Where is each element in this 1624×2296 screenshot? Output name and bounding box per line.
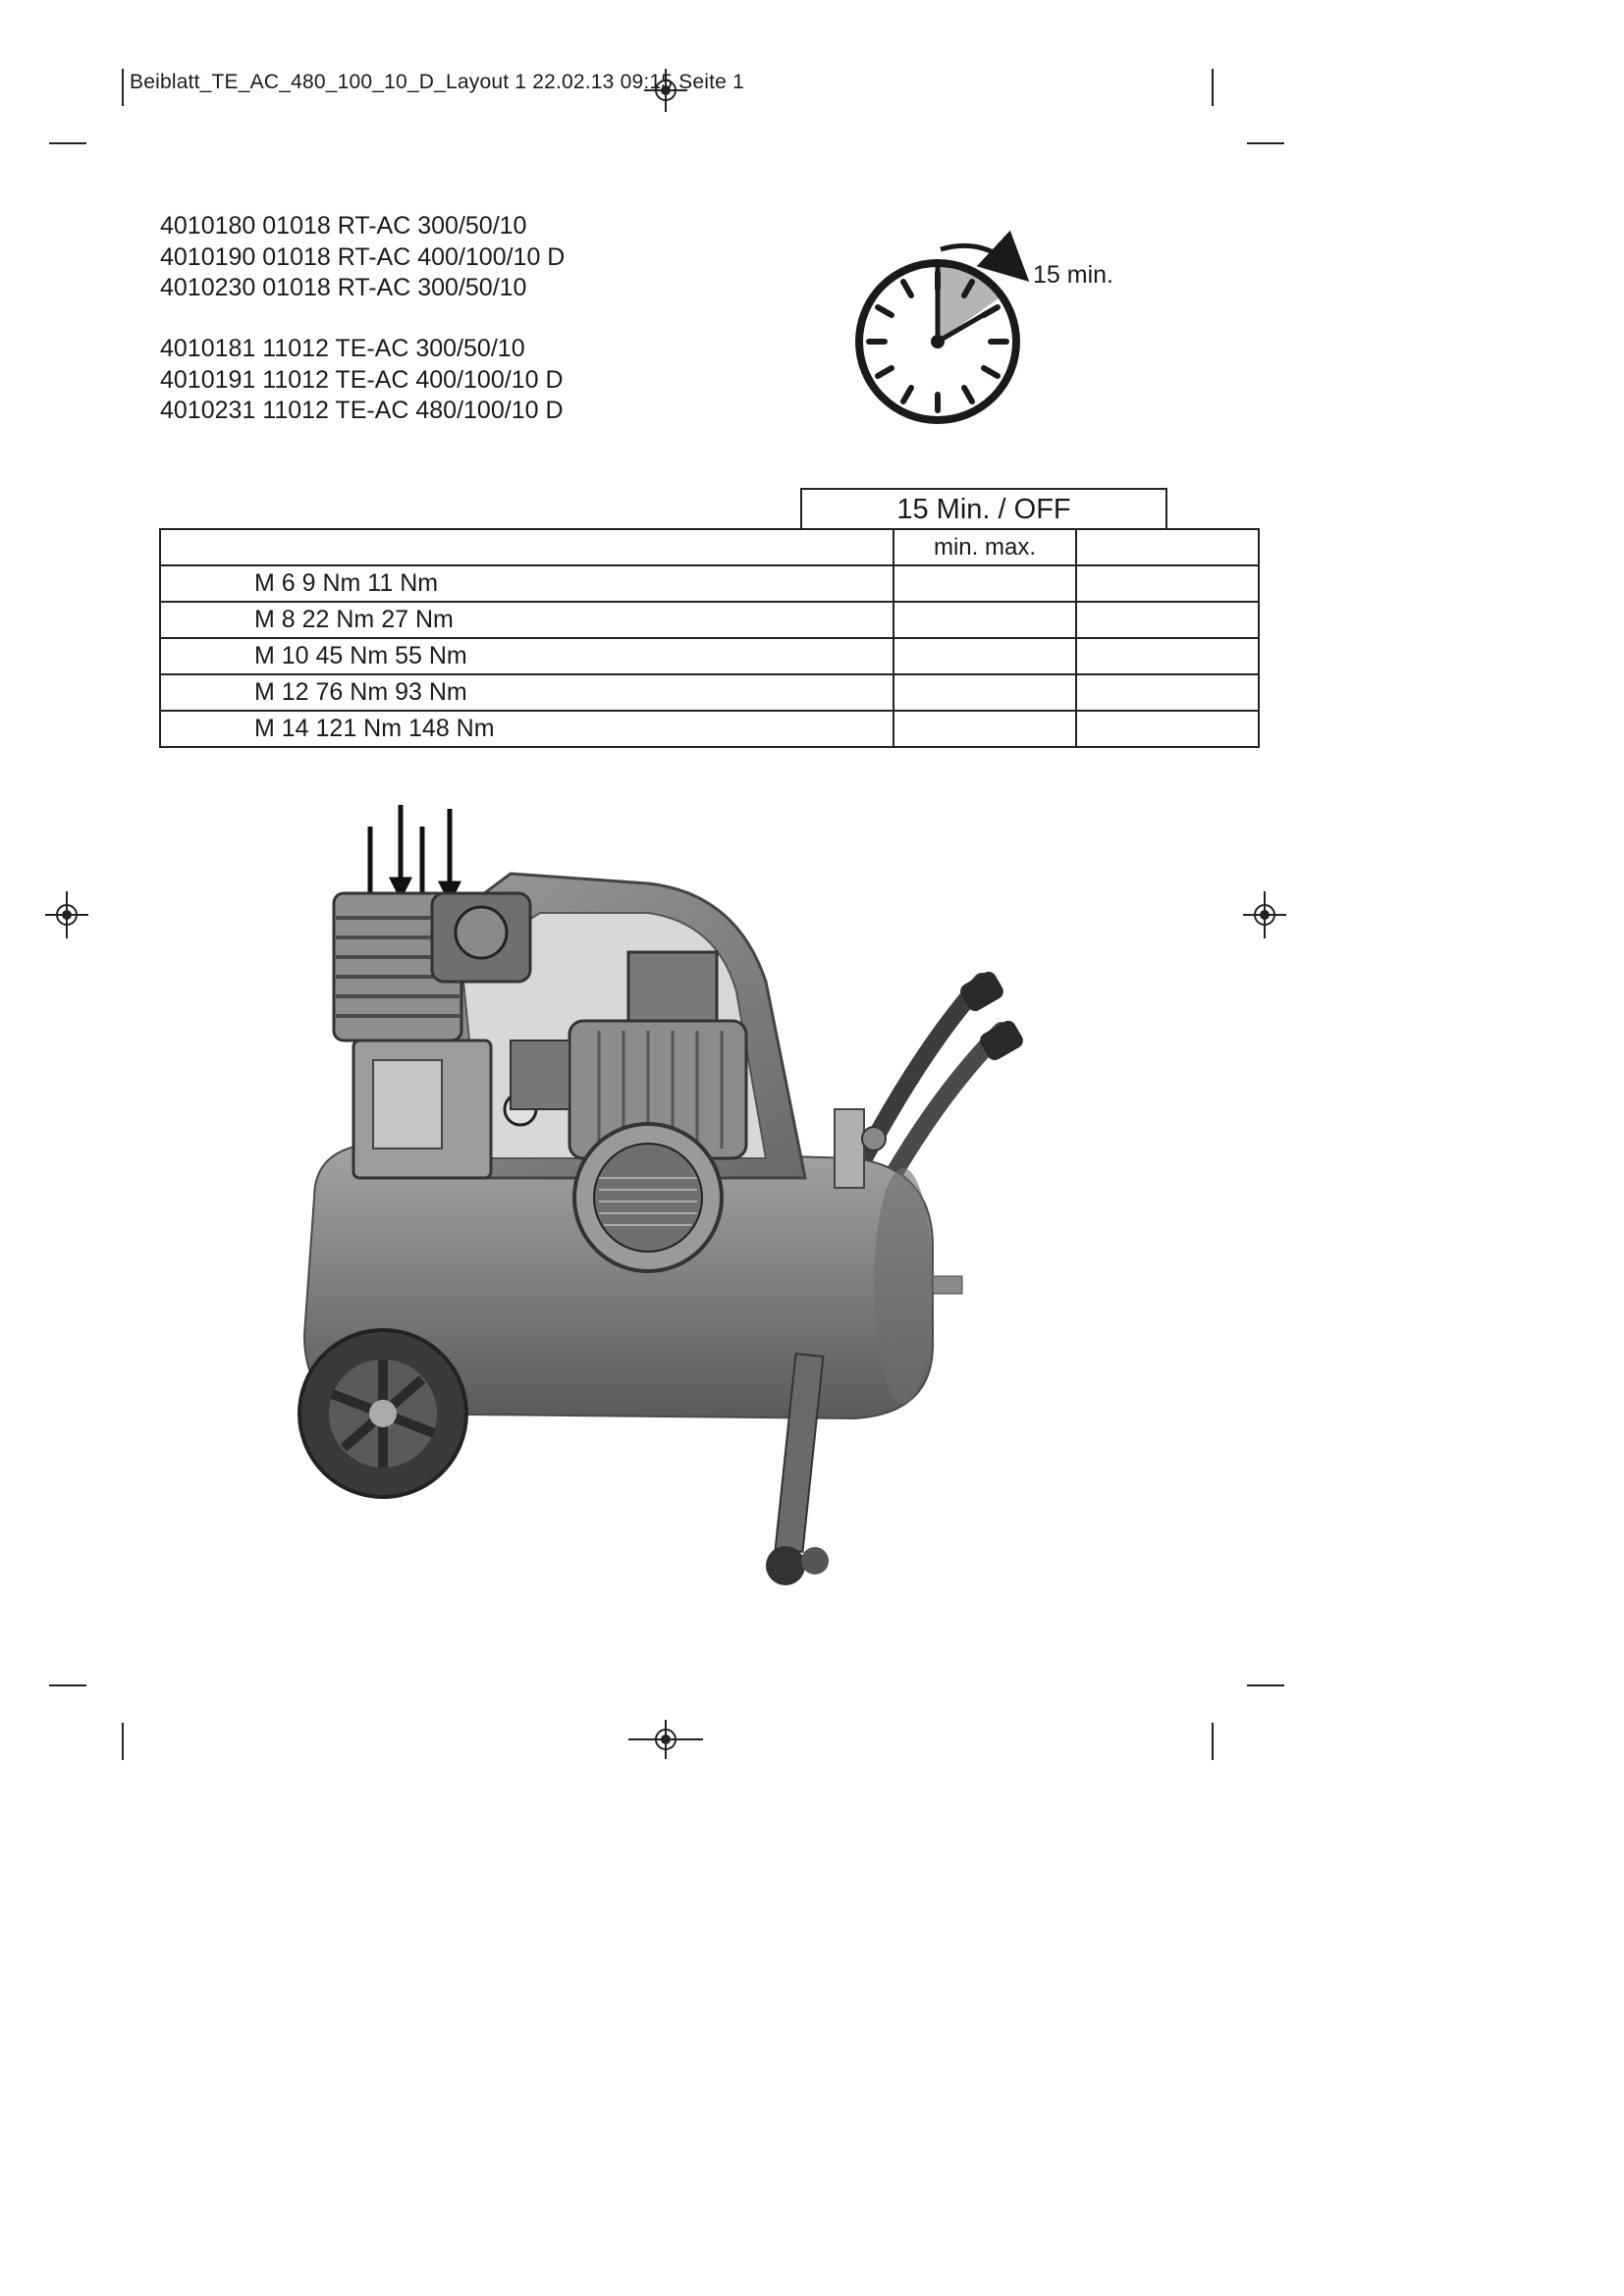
print-slug: Beiblatt_TE_AC_480_100_10_D_Layout 1 22.02.13 09:15 Seite 1 (130, 71, 744, 93)
registration-mark-right-icon (1243, 891, 1286, 938)
crop-mark-bottom-right (1212, 1723, 1214, 1760)
crop-mark-right-lower (1247, 1684, 1284, 1686)
model-line: 4010181 11012 TE-AC 300/50/10 (160, 335, 525, 362)
torque-value: M 12 76 Nm 93 Nm (160, 674, 893, 711)
model-line: 4010191 11012 TE-AC 400/100/10 D (160, 365, 564, 394)
torque-value: M 6 9 Nm 11 Nm (160, 565, 893, 602)
table-header-off: 15 Min. / OFF (800, 488, 1167, 528)
crop-mark-top-right (1212, 69, 1214, 106)
table-subheader: min. max. (893, 529, 1076, 565)
table-row (160, 711, 1259, 747)
table-subheader-row (160, 529, 1259, 565)
crop-mark-bottom-left (122, 1723, 124, 1760)
table-row (160, 602, 1259, 638)
torque-value: M 14 121 Nm 148 Nm (160, 711, 893, 747)
crop-mark-left-upper (49, 142, 86, 144)
crop-mark-top-left (122, 69, 124, 106)
model-line: 4010231 11012 TE-AC 480/100/10 D (160, 397, 564, 424)
model-list-rt (160, 211, 565, 304)
table-row (160, 674, 1259, 711)
torque-value: M 8 22 Nm 27 Nm (160, 602, 893, 638)
table-row (160, 638, 1259, 674)
air-compressor-illustration (275, 785, 1060, 1610)
crop-mark-left-lower (49, 1684, 86, 1686)
table-row (160, 565, 1259, 602)
model-line: 4010180 01018 RT-AC 300/50/10 (160, 212, 527, 240)
model-line: 4010230 01018 RT-AC 300/50/10 (160, 274, 527, 301)
torque-value: M 10 45 Nm 55 Nm (160, 638, 893, 674)
model-list-te (160, 334, 564, 427)
clock-label: 15 min. (1033, 261, 1113, 289)
clock-icon (844, 228, 1031, 424)
crop-mark-right-upper (1247, 142, 1284, 144)
registration-mark-bottom-icon (628, 1718, 703, 1761)
registration-mark-left-icon (45, 891, 88, 938)
torque-table (159, 528, 1260, 748)
model-line: 4010190 01018 RT-AC 400/100/10 D (160, 242, 566, 271)
